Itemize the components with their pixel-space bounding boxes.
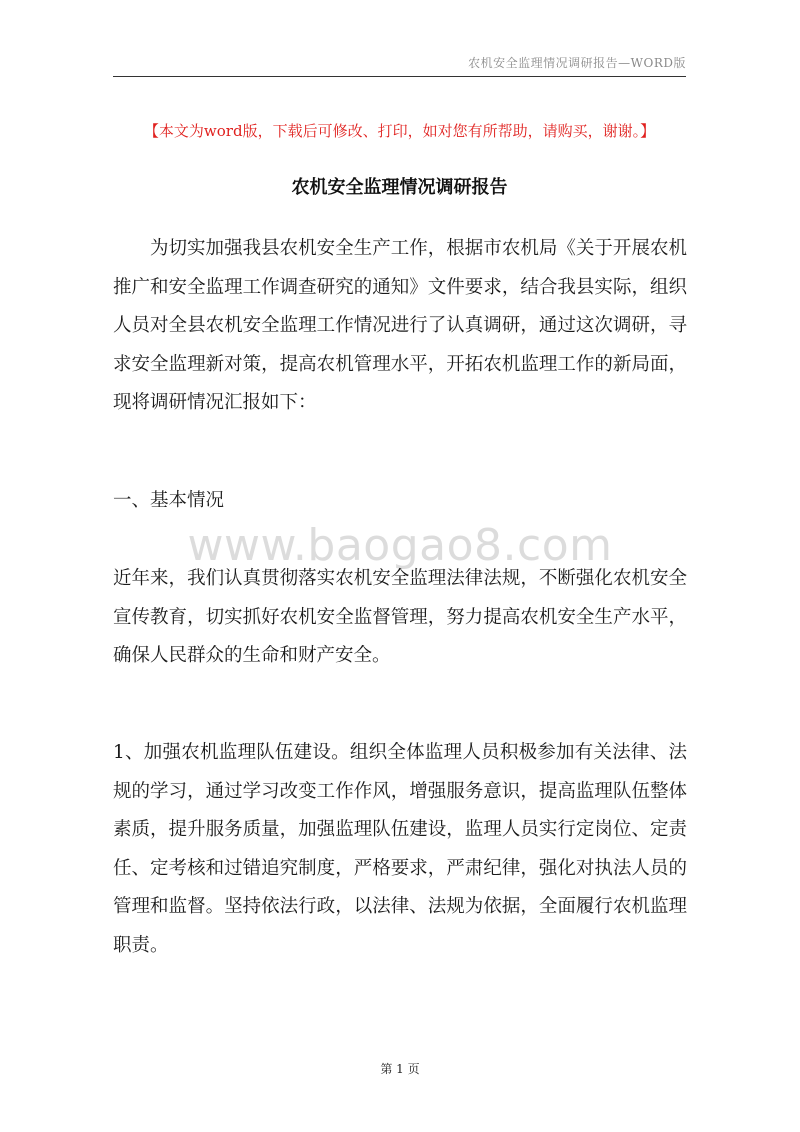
intro-paragraph: 为切实加强我县农机安全生产工作，根据市农机局《关于开展农机推广和安全监理工作调查研究的通知》文件要求，结合我县实际，组织人员对全县农机安全监理工作情况进行了认真调研，通过这次调研，寻求安全监理新对策，提高农机管理水平，开拓农机监理工作的新局面，现将调研情况汇报如下： — [113, 238, 687, 413]
header-divider — [113, 76, 686, 77]
document-title: 农机安全监理情况调研报告 — [291, 177, 508, 198]
basic-situation-paragraph: 近年来，我们认真贯彻落实农机安全监理法律法规，不断强化农机安全宣传教育，切实抓好农机安全监督管理，努力提高农机安全生产水平，确保人民群众的生命和财产安全。 — [113, 568, 687, 666]
item-1-paragraph: 1、加强农机监理队伍建设。组织全体监理人员积极参加有关法律、法规的学习，通过学习改变工作作风，增强服务意识，提高监理队伍整体素质，提升服务质量，加强监理队伍建设，监理人员实行定岗位、定责任、定考核和过错追究制度，严格要求，严肃纪律，强化对执法人员的管理和监督。坚持依法行政，以法律、法规为依据，全面履行农机监理职责。 — [113, 742, 687, 956]
running-header: 农机安全监理情况调研报告—WORD版 — [468, 56, 686, 70]
site-watermark: www.baogao8.com — [187, 520, 613, 571]
section-heading-basic-situation: 一、基本情况 — [113, 490, 225, 511]
page-number: 第 1 页 — [380, 1062, 420, 1076]
purchase-notice: 【本文为word版，下载后可修改、打印，如对您有所帮助，请购买，谢谢。】 — [143, 122, 656, 140]
